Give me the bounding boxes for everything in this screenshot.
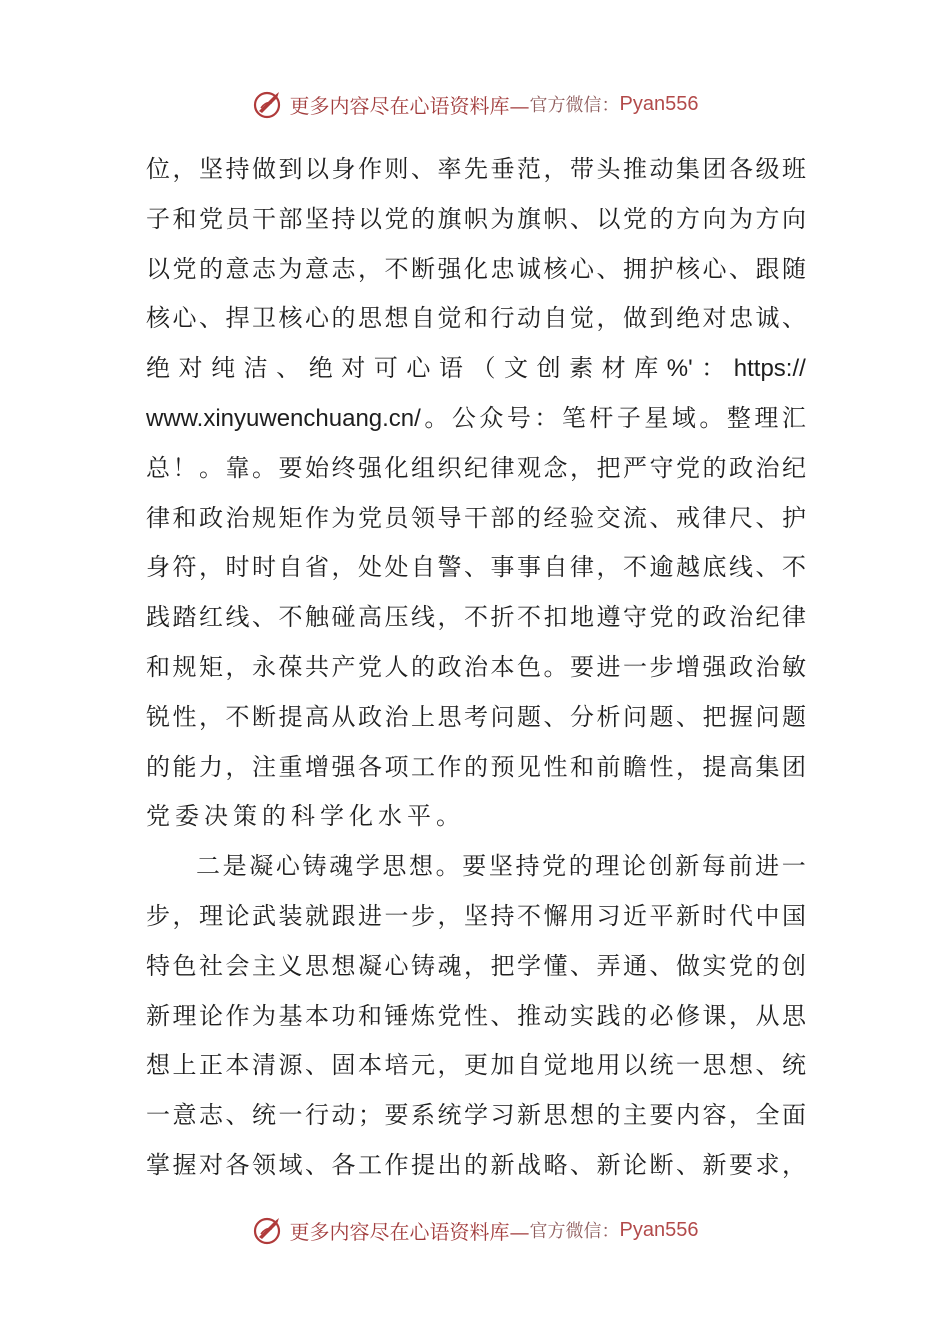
text-line: 二 是 凝 心 铸 魂 学 思 想 。 要 坚 持 党 的 理 论 创 新 每 前 进 一 (196, 852, 806, 881)
banner-wechat-label: 官方微信： (529, 95, 620, 116)
text-line: 掌 握 对 各 领 域 、 各 工 作 提 出 的 新 战 略 、 新 论 断 、 新 要 求 ， (146, 1150, 806, 1179)
text-line: 以 党 的 意 志 为 意 志 ， 不 断 强 化 忠 诚 核 心 、 拥 护 核 心 、 跟 随 (146, 254, 806, 283)
banner-text: 更多内容尽在心语资料库— (289, 93, 530, 118)
pen-logo-icon (252, 87, 286, 121)
banner-text: 更多内容尽在心语资料库— (289, 1219, 530, 1244)
text-line: 律 和 政 治 规 矩 作 为 党 员 领 导 干 部 的 经 验 交 流 、 戒 律 尺 、 护 (146, 503, 806, 532)
text-line: 新 理 论 作 为 基 本 功 和 锤 炼 党 性 、 推 动 实 践 的 必 修 课 ， 从 思 (146, 1001, 806, 1030)
pen-logo-icon (252, 1213, 286, 1247)
text-line: 想 上 正 本 清 源 、 固 本 培 元 ， 更 加 自 觉 地 用 以 统 一 思 想 、 统 (146, 1051, 806, 1080)
text-line: www.xinyuwenchuang.cn/ 。 公 众 号 ： 笔 杆 子 星 域 。 整 理 汇 (146, 403, 806, 432)
text-line: 绝 对 纯 洁 、 绝 对 可 心 语 （ 文 创 素 材 库 %' ： https:// (146, 354, 806, 383)
header-banner (0, 84, 950, 124)
text-line: 子 和 党 员 干 部 坚 持 以 党 的 旗 帜 为 旗 帜 、 以 党 的 方 向 为 方 向 (146, 204, 806, 233)
footer-banner (0, 1210, 950, 1250)
text-line: 党委决策的科学化水平。 (146, 802, 465, 831)
document-body (146, 145, 806, 1191)
banner-wechat-id: Pyan556 (619, 92, 699, 115)
text-line: 位 ， 坚 持 做 到 以 身 作 则 、 率 先 垂 范 ， 带 头 推 动 集 团 各 级 班 (146, 155, 806, 183)
text-line: 核 心 、 捍 卫 核 心 的 思 想 自 觉 和 行 动 自 觉 ， 做 到 绝 对 忠 诚 、 (146, 304, 806, 333)
text-line: 步 ， 理 论 武 装 就 跟 进 一 步 ， 坚 持 不 懈 用 习 近 平 新 时 代 中 国 (146, 901, 806, 930)
text-line: 的 能 力 ， 注 重 增 强 各 项 工 作 的 预 见 性 和 前 瞻 性 ， 提 高 集 团 (146, 752, 806, 781)
text-line: 身 符 ， 时 时 自 省 ， 处 处 自 警 、 事 事 自 律 ， 不 逾 越 底 线 、 不 (146, 553, 806, 582)
text-line: 一 意 志 、 统 一 行 动 ； 要 系 统 学 习 新 思 想 的 主 要 内 容 ， 全 面 (146, 1101, 806, 1130)
banner-wechat-id: Pyan556 (619, 1218, 699, 1241)
text-line: 和 规 矩 ， 永 葆 共 产 党 人 的 政 治 本 色 。 要 进 一 步 增 强 政 治 敏 (146, 652, 806, 681)
text-line: 特 色 社 会 主 义 思 想 凝 心 铸 魂 ， 把 学 懂 、 弄 通 、 做 实 党 的 创 (146, 951, 806, 980)
banner-wechat-label: 官方微信： (529, 1221, 620, 1242)
text-line: 总 ！ 。 靠 。 要 始 终 强 化 组 织 纪 律 观 念 ， 把 严 守 党 的 政 治 纪 (146, 453, 806, 482)
text-line: 锐 性 ， 不 断 提 高 从 政 治 上 思 考 问 题 、 分 析 问 题 、 把 握 问 题 (146, 702, 806, 731)
text-line: 践 踏 红 线 、 不 触 碰 高 压 线 ， 不 折 不 扣 地 遵 守 党 的 政 治 纪 律 (146, 603, 806, 632)
